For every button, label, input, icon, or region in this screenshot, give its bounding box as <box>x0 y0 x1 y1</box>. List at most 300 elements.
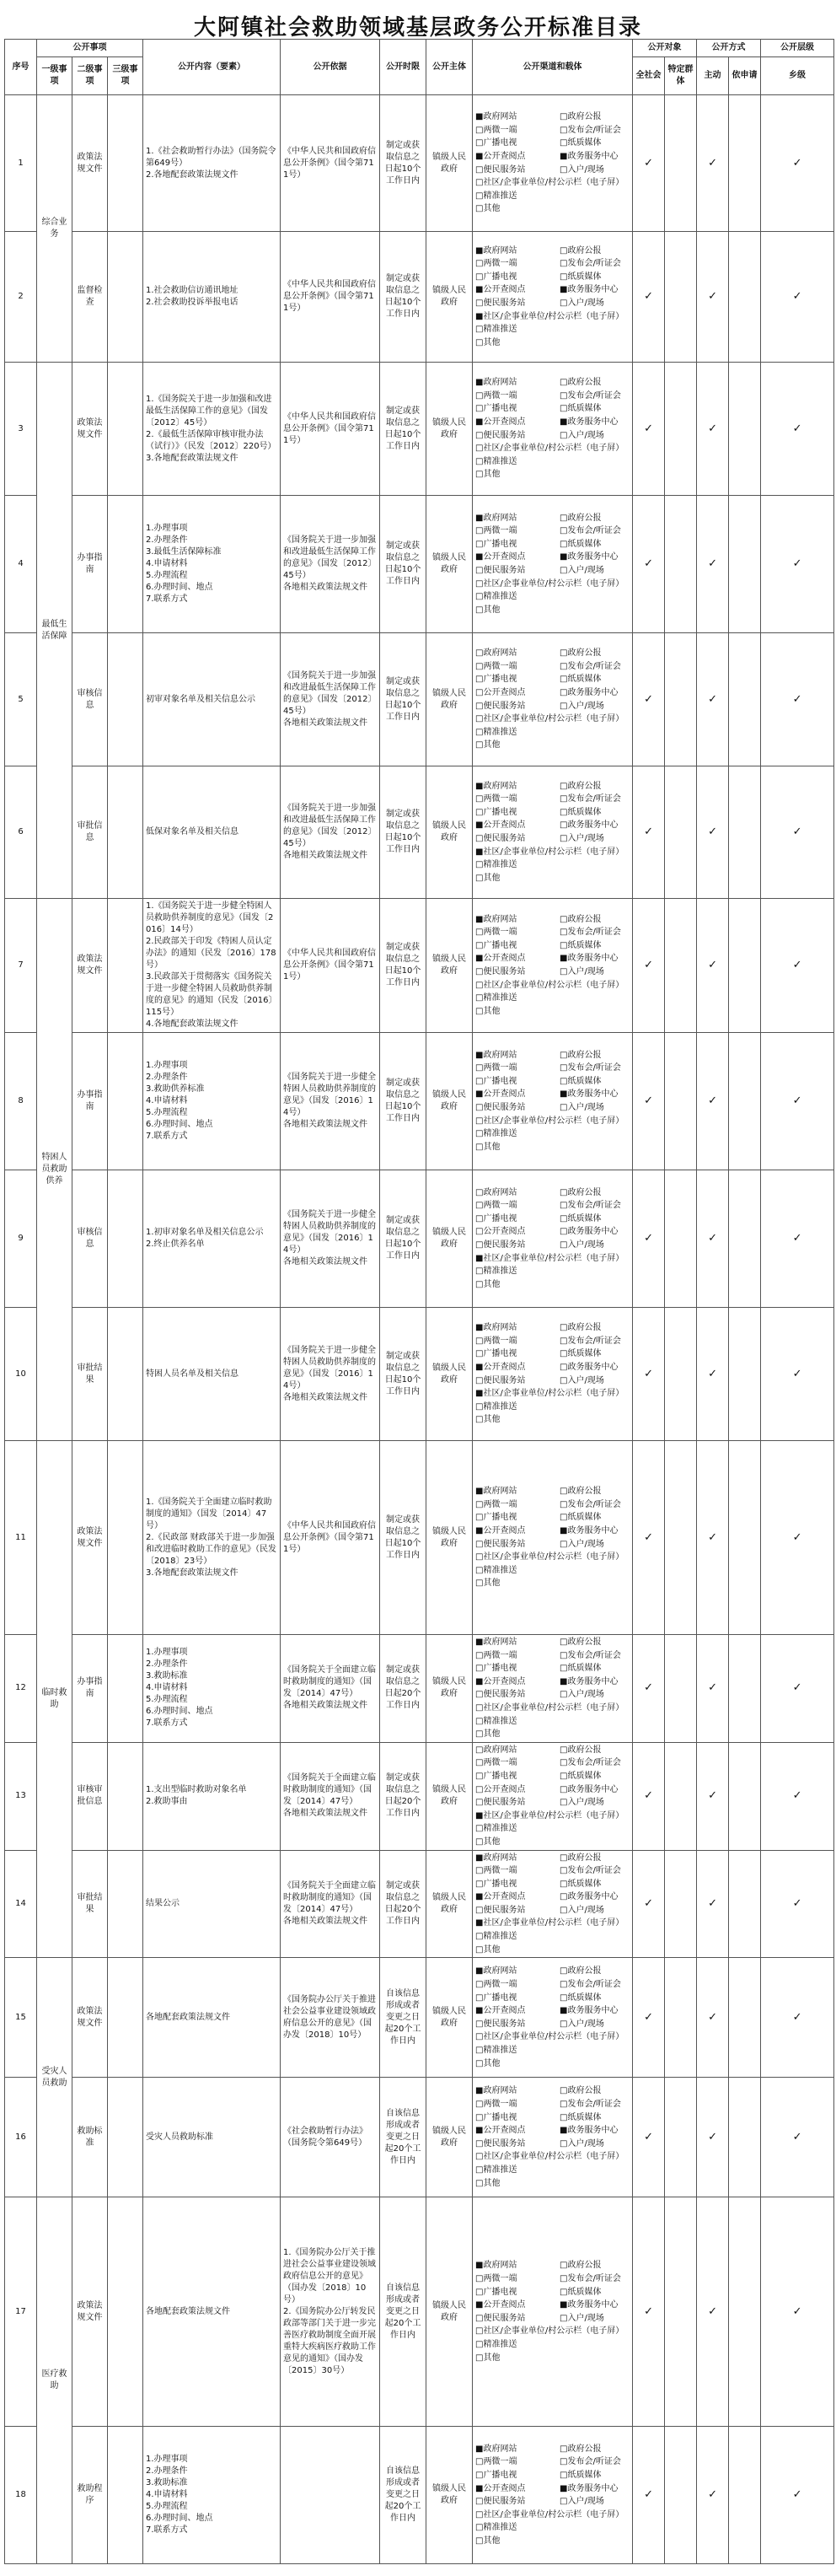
basis-line: 《国务院关于全面建立临时救助制度的通知》（国发〔2014〕47号） <box>283 1773 377 1807</box>
checked-box-icon: ■ <box>560 285 568 295</box>
channel-other <box>475 1278 500 1292</box>
channel-cell <box>473 1742 633 1850</box>
channel-press <box>560 390 621 403</box>
channel-radio-tv <box>475 1347 560 1361</box>
unchecked-box-icon: □ <box>475 2471 484 2481</box>
channel-label: 纸质媒体 <box>567 807 602 817</box>
mode-active-cell <box>697 1850 729 1958</box>
channel-label: 其他 <box>483 2058 501 2068</box>
channel-cell <box>473 496 633 633</box>
channel-label: 纸质媒体 <box>567 1076 602 1086</box>
channel-door <box>560 1904 604 1917</box>
unchecked-box-icon: □ <box>475 1690 484 1700</box>
channel-convenience <box>475 1796 560 1810</box>
channel-label: 纸质媒体 <box>567 940 602 950</box>
unchecked-box-icon: □ <box>475 1979 484 1989</box>
check-mark-icon: ✓ <box>644 2304 653 2318</box>
channel-two-micro <box>475 1978 560 1992</box>
content-line: 1.《国务院关于进一步加强和改进最低生活保障工作的意见》（国发〔2012〕45号） <box>146 394 272 428</box>
check-mark-icon: ✓ <box>792 557 802 570</box>
channel-label: 公开查阅点 <box>483 687 526 697</box>
checked-box-icon: ■ <box>475 1853 484 1863</box>
channel-radio-tv <box>475 2286 560 2299</box>
target-specific-cell <box>665 766 697 899</box>
content-cell <box>143 363 281 496</box>
channel-line <box>475 376 630 390</box>
channel-gov-bulletin <box>560 245 601 258</box>
row-number: 17 <box>5 2197 37 2427</box>
check-mark-icon: ✓ <box>708 1789 717 1803</box>
target-specific-cell <box>665 633 697 766</box>
unchecked-box-icon: □ <box>475 794 484 804</box>
unchecked-box-icon: □ <box>560 794 568 804</box>
subject-cell: 镇级人民政府 <box>426 232 473 363</box>
channel-label: 便民服务站 <box>483 2497 526 2507</box>
content-line: 2.终止供养名单 <box>146 1240 205 1249</box>
unchecked-box-icon: □ <box>475 1702 484 1713</box>
channel-radio-tv <box>475 939 560 953</box>
check-mark-icon: ✓ <box>792 1896 802 1910</box>
channel-radio-tv <box>475 806 560 820</box>
channel-label: 精准推送 <box>483 1565 517 1575</box>
unchecked-box-icon: □ <box>560 1879 568 1889</box>
channel-label: 纸质媒体 <box>567 1879 602 1889</box>
unchecked-box-icon: □ <box>475 430 484 440</box>
check-mark-icon: ✓ <box>708 422 717 435</box>
unchecked-box-icon: □ <box>475 1349 484 1359</box>
unchecked-box-icon: □ <box>475 1905 484 1915</box>
channel-label: 发布会/听证会 <box>567 2457 621 2467</box>
channel-door <box>560 2138 604 2151</box>
target-specific-cell <box>665 2197 697 2427</box>
channel-label: 政务服务中心 <box>567 820 619 831</box>
channel-label: 便民服务站 <box>483 1539 526 1549</box>
channel-line <box>475 429 630 443</box>
unchecked-box-icon: □ <box>560 1076 568 1086</box>
content-line: 5.办理流程 <box>146 571 188 580</box>
subject-cell: 镇级人民政府 <box>426 1958 473 2078</box>
unchecked-box-icon: □ <box>560 1798 568 1808</box>
channel-gov-bulletin <box>560 780 601 793</box>
level-town-cell <box>761 1958 834 2078</box>
time-cell: 自该信息形成或者变更之日起20个工作日内 <box>380 2078 426 2197</box>
level-town-cell <box>761 1742 834 1850</box>
level2-item: 政策法规文件 <box>72 899 108 1033</box>
channel-label: 精准推送 <box>483 325 517 335</box>
channel-service-center <box>560 2004 618 2018</box>
channel-two-micro <box>475 124 560 137</box>
content-line: 初审对象名单及相关信息公示 <box>146 694 256 704</box>
channel-label: 入户/现场 <box>567 701 604 711</box>
unchecked-box-icon: □ <box>475 178 484 188</box>
channel-line <box>475 739 630 752</box>
channel-two-micro <box>475 793 560 806</box>
unchecked-box-icon: □ <box>475 1375 484 1385</box>
unchecked-box-icon: □ <box>560 1784 568 1794</box>
mode-active-cell <box>697 2427 729 2564</box>
checked-box-icon: ■ <box>475 1487 484 1497</box>
target-all-cell <box>633 766 665 899</box>
target-all-cell <box>633 1742 665 1850</box>
level-town-cell <box>761 2197 834 2427</box>
channel-label: 广播电视 <box>483 1664 517 1674</box>
table-row <box>5 363 834 496</box>
channel-line <box>475 1401 630 1414</box>
unchecked-box-icon: □ <box>560 1323 568 1333</box>
channel-label: 两微一端 <box>483 526 517 536</box>
unchecked-box-icon: □ <box>475 980 484 990</box>
channel-line <box>475 2299 630 2312</box>
unchecked-box-icon: □ <box>560 2086 568 2096</box>
channel-cell <box>473 95 633 232</box>
checked-box-icon: ■ <box>560 954 568 964</box>
channel-gov-site <box>475 647 560 660</box>
table-row <box>5 1850 834 1958</box>
channel-line <box>475 2111 630 2125</box>
channel-gov-bulletin <box>560 376 601 390</box>
unchecked-box-icon: □ <box>560 1187 568 1197</box>
check-mark-icon: ✓ <box>792 2488 802 2502</box>
channel-line <box>475 1822 630 1836</box>
unchecked-box-icon: □ <box>560 675 568 685</box>
channel-label: 便民服务站 <box>483 2019 526 2029</box>
channel-other <box>475 1577 500 1590</box>
content-cell <box>143 1742 281 1850</box>
channel-label: 政务服务中心 <box>567 1089 619 1100</box>
channel-two-micro <box>475 1756 560 1770</box>
unchecked-box-icon: □ <box>560 1513 568 1523</box>
channel-label: 政府公报 <box>567 1745 602 1755</box>
channel-radio-tv <box>475 538 560 551</box>
unchecked-box-icon: □ <box>475 860 484 870</box>
check-mark-icon: ✓ <box>708 2010 717 2024</box>
unchecked-box-icon: □ <box>560 2273 568 2283</box>
catalog-table <box>4 39 834 2564</box>
channel-gov-bulletin <box>560 647 601 660</box>
unchecked-box-icon: □ <box>560 1664 568 1674</box>
channel-other <box>475 604 500 617</box>
channel-convenience <box>475 1538 560 1552</box>
channel-paper <box>560 1347 601 1361</box>
subject-cell: 镇级人民政府 <box>426 363 473 496</box>
subject-cell: 镇级人民政府 <box>426 633 473 766</box>
level2-item: 审核信息 <box>72 1170 108 1308</box>
channel-paper <box>560 1770 601 1783</box>
unchecked-box-icon: □ <box>475 727 484 737</box>
check-mark-icon: ✓ <box>644 959 653 971</box>
unchecked-box-icon: □ <box>560 245 568 255</box>
channel-two-micro <box>475 2455 560 2469</box>
channel-label: 社区/企事业单位/村公示栏（电子屏） <box>483 1810 624 1820</box>
unchecked-box-icon: □ <box>475 125 484 135</box>
channel-gov-site <box>475 780 560 793</box>
row-number: 2 <box>5 232 37 363</box>
channel-label: 精准推送 <box>483 1824 517 1834</box>
channel-line <box>475 2455 630 2469</box>
check-mark-icon: ✓ <box>792 1530 802 1544</box>
table-row <box>5 1170 834 1308</box>
unchecked-box-icon: □ <box>560 2287 568 2297</box>
channel-door <box>560 2495 604 2509</box>
table-row <box>5 1441 834 1635</box>
channel-two-micro <box>475 1498 560 1512</box>
channel-press <box>560 1335 621 1348</box>
content-line: 特困人员名单及相关信息 <box>146 1369 239 1379</box>
channel-label: 广播电视 <box>483 1076 517 1086</box>
channel-line <box>475 590 630 604</box>
checked-box-icon: ■ <box>560 1525 568 1535</box>
channel-label: 政务服务中心 <box>567 954 619 964</box>
channel-label: 政府网站 <box>483 245 517 255</box>
time-cell: 制定或获取信息之日起10个工作日内 <box>380 899 426 1033</box>
channel-door <box>560 1796 604 1810</box>
level-town-cell <box>761 1308 834 1441</box>
checked-box-icon: ■ <box>560 2126 568 2136</box>
content-cell <box>143 1308 281 1441</box>
table-row <box>5 1958 834 2078</box>
content-line: 3.各地配套政策法规文件 <box>146 453 238 463</box>
unchecked-box-icon: □ <box>560 1240 568 1250</box>
unchecked-box-icon: □ <box>560 1336 568 1346</box>
channel-board <box>475 1088 560 1101</box>
level3-item <box>108 766 143 899</box>
channel-label: 入户/现场 <box>567 1798 604 1808</box>
channel-label: 发布会/听证会 <box>567 1650 621 1660</box>
unchecked-box-icon: □ <box>475 1213 484 1223</box>
level-town-cell <box>761 363 834 496</box>
checked-box-icon: ■ <box>475 1892 484 1902</box>
unchecked-box-icon: □ <box>475 2287 484 2297</box>
content-line: 2.办理条件 <box>146 1659 188 1670</box>
channel-gov-site <box>475 1485 560 1498</box>
channel-line <box>475 1321 630 1335</box>
basis-line: 各地相关政策法规文件 <box>283 1809 368 1819</box>
basis-line: 各地相关政策法规文件 <box>283 583 368 592</box>
channel-line <box>475 913 630 927</box>
channel-label: 广播电视 <box>483 404 517 414</box>
channel-radio-tv <box>475 1662 560 1675</box>
channel-label: 社区/企事业单位/村公示栏（电子屏） <box>483 2326 624 2337</box>
channel-line <box>475 965 630 979</box>
unchecked-box-icon: □ <box>475 661 484 671</box>
channel-label: 公开查阅点 <box>483 2300 526 2310</box>
channel-board <box>475 952 560 965</box>
channel-label: 政府网站 <box>483 1487 517 1497</box>
check-mark-icon: ✓ <box>644 826 653 838</box>
level2-item: 办事指南 <box>72 496 108 633</box>
channel-line <box>475 992 630 1005</box>
channel-gov-bulletin <box>560 1852 601 1865</box>
check-mark-icon: ✓ <box>644 1681 653 1695</box>
channel-label: 入户/现场 <box>567 1690 604 1700</box>
channel-two-micro <box>475 660 560 674</box>
channel-line <box>475 858 630 872</box>
channel-label: 公开查阅点 <box>483 1892 526 1902</box>
level3-item <box>108 1850 143 1958</box>
channel-cell <box>473 2427 633 2564</box>
channel-paper <box>560 538 601 551</box>
unchecked-box-icon: □ <box>560 928 568 938</box>
unchecked-box-icon: □ <box>560 2019 568 2029</box>
check-mark-icon: ✓ <box>792 1367 802 1380</box>
channel-line <box>475 1890 630 1904</box>
content-line: 各地配套政策法规文件 <box>146 2306 231 2316</box>
unchecked-box-icon: □ <box>475 873 484 883</box>
basis-cell <box>281 1170 380 1308</box>
channel-two-micro <box>475 390 560 403</box>
channel-cell <box>473 2078 633 2197</box>
channel-label: 发布会/听证会 <box>567 390 621 401</box>
channel-line <box>475 979 630 992</box>
basis-cell <box>281 95 380 232</box>
channel-press <box>560 1756 621 1770</box>
channel-line <box>475 416 630 429</box>
row-number: 8 <box>5 1033 37 1170</box>
channel-label: 便民服务站 <box>483 430 526 440</box>
unchecked-box-icon: □ <box>560 539 568 549</box>
channel-board <box>475 2299 560 2312</box>
unchecked-box-icon: □ <box>560 2112 568 2122</box>
table-row <box>5 2078 834 2197</box>
channel-press <box>560 1199 621 1213</box>
channel-label: 便民服务站 <box>483 298 526 308</box>
mode-apply-cell <box>729 232 761 363</box>
mode-active-cell <box>697 766 729 899</box>
content-cell <box>143 2197 281 2427</box>
channel-convenience <box>475 1101 560 1115</box>
check-mark-icon: ✓ <box>644 1789 653 1803</box>
content-line: 受灾人员救助标准 <box>146 2132 214 2142</box>
channel-label: 政府公报 <box>567 1050 602 1060</box>
channel-label: 纸质媒体 <box>567 404 602 414</box>
unchecked-box-icon: □ <box>475 1063 484 1073</box>
channel-label: 入户/现场 <box>567 566 604 575</box>
mode-apply-cell <box>729 899 761 1033</box>
target-specific-cell <box>665 232 697 363</box>
channel-label: 入户/现场 <box>567 298 604 308</box>
channel-cell <box>473 1170 633 1308</box>
unchecked-box-icon: □ <box>475 2099 484 2109</box>
target-all-cell <box>633 95 665 232</box>
channel-community <box>475 1702 624 1715</box>
channel-door <box>560 1374 604 1388</box>
checked-box-icon: ■ <box>475 1918 484 1928</box>
header-mode: 公开方式 <box>697 40 761 57</box>
channel-label: 政府网站 <box>483 2444 517 2454</box>
unchecked-box-icon: □ <box>560 1375 568 1385</box>
channel-label: 两微一端 <box>483 1063 517 1073</box>
content-line: 4.各地配套政策法规文件 <box>146 1019 238 1029</box>
unchecked-box-icon: □ <box>475 325 484 335</box>
content-cell <box>143 1958 281 2078</box>
channel-label: 社区/企事业单位/村公示栏（电子屏） <box>483 980 624 990</box>
channel-cell <box>473 1308 633 1441</box>
table-row <box>5 1742 834 1850</box>
channel-gov-site <box>475 2443 560 2456</box>
checked-box-icon: ■ <box>475 1676 484 1686</box>
table-body <box>5 95 834 2564</box>
channel-radio-tv <box>475 1878 560 1891</box>
mode-active-cell <box>697 1033 729 1170</box>
time-cell: 自该信息形成或者变更之日起20个工作日内 <box>380 2197 426 2427</box>
channel-press <box>560 2455 621 2469</box>
unchecked-box-icon: □ <box>475 2353 484 2363</box>
check-mark-icon: ✓ <box>708 826 717 838</box>
content-line: 5.办理流程 <box>146 2502 188 2512</box>
channel-paper <box>560 2286 601 2299</box>
content-line: 2.社会救助投诉举报电话 <box>146 298 238 307</box>
channel-push <box>475 1715 517 1729</box>
channel-line <box>475 1075 630 1089</box>
channel-line <box>475 1511 630 1525</box>
level2-item: 政策法规文件 <box>72 363 108 496</box>
row-number: 15 <box>5 1958 37 2078</box>
channel-line <box>475 271 630 284</box>
level2-item: 审批结果 <box>72 1308 108 1441</box>
subject-cell: 镇级人民政府 <box>426 899 473 1033</box>
channel-line <box>475 1225 630 1239</box>
channel-line <box>475 1744 630 1757</box>
channel-gov-bulletin <box>560 2443 601 2456</box>
channel-convenience <box>475 564 560 578</box>
target-specific-cell <box>665 899 697 1033</box>
row-number: 1 <box>5 95 37 232</box>
check-mark-icon: ✓ <box>708 959 717 971</box>
channel-line <box>475 872 630 885</box>
mode-active-cell <box>697 1441 729 1635</box>
channel-label: 发布会/听证会 <box>567 1866 621 1876</box>
unchecked-box-icon: □ <box>560 259 568 269</box>
unchecked-box-icon: □ <box>475 993 484 1003</box>
unchecked-box-icon: □ <box>475 2497 484 2507</box>
content-line: 6.办理时间、地点 <box>146 1120 213 1129</box>
level1-item: 医疗救助 <box>37 2197 72 2564</box>
channel-label: 社区/企事业单位/村公示栏（电子屏） <box>483 847 624 857</box>
channel-label: 便民服务站 <box>483 701 526 711</box>
channel-push <box>475 2338 517 2352</box>
time-cell: 自该信息形成或者变更之日起20个工作日内 <box>380 1958 426 2078</box>
channel-door <box>560 1101 604 1115</box>
channel-door <box>560 1538 604 1552</box>
level3-item <box>108 232 143 363</box>
channel-label: 入户/现场 <box>567 2138 604 2148</box>
channel-paper <box>560 271 601 284</box>
channel-label: 纸质媒体 <box>567 1771 602 1781</box>
table-row <box>5 1635 834 1743</box>
level-town-cell <box>761 232 834 363</box>
check-mark-icon: ✓ <box>708 2488 717 2502</box>
channel-label: 政府网站 <box>483 648 517 659</box>
checked-box-icon: ■ <box>475 2444 484 2454</box>
channel-line <box>475 390 630 403</box>
content-line: 结果公示 <box>146 1898 180 1908</box>
checked-box-icon: ■ <box>475 1638 484 1647</box>
content-line: 3.救助供养标准 <box>146 1084 205 1094</box>
mode-apply-cell <box>729 2078 761 2197</box>
level-town-cell <box>761 1033 834 1170</box>
channel-push <box>475 2044 517 2057</box>
row-number: 3 <box>5 363 37 496</box>
channel-label: 政府公报 <box>567 1323 602 1333</box>
basis-line: 《国务院关于进一步健全特困人员救助供养制度的意见》（国发〔2016〕14号） <box>283 1345 377 1390</box>
channel-label: 公开查阅点 <box>483 1362 526 1372</box>
level2-item: 救助程序 <box>72 2427 108 2564</box>
check-mark-icon: ✓ <box>792 1681 802 1695</box>
basis-cell <box>281 1958 380 2078</box>
basis-cell <box>281 899 380 1033</box>
subject-cell: 镇级人民政府 <box>426 2078 473 2197</box>
unchecked-box-icon: □ <box>560 1362 568 1372</box>
